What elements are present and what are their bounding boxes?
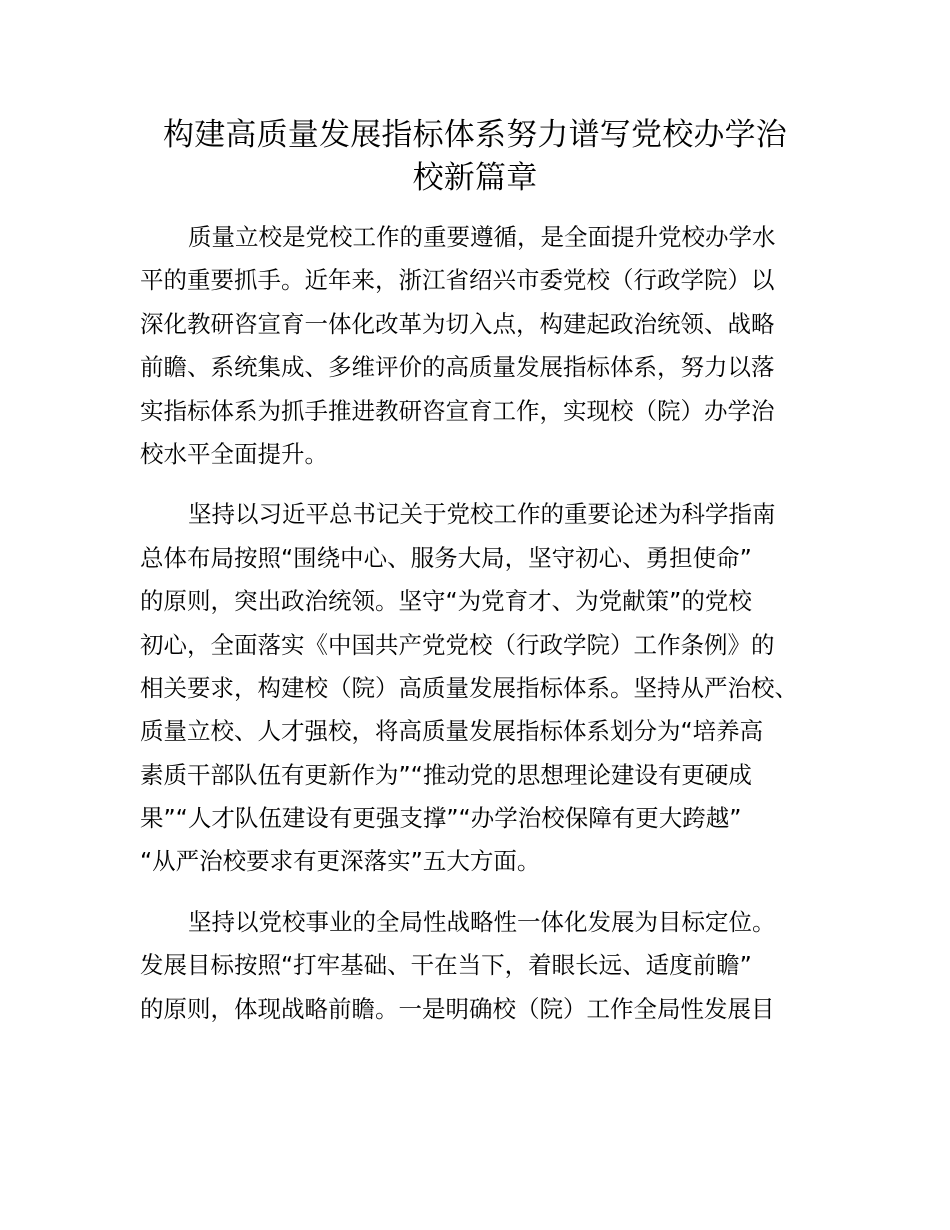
- text-line: 发展目标按照“打牢基础、干在当下，着眼长远、适度前瞻”: [140, 951, 752, 980]
- text-line: 总体布局按照“围绕中心、服务大局，坚守初心、勇担使命”: [140, 543, 752, 572]
- text-line: 坚持以党校事业的全局性战略性一体化发展为目标定位。: [188, 907, 776, 936]
- text-line: 素质干部队伍有更新作为”“推动党的思想理论建设有更硬成: [140, 760, 752, 789]
- text-line: 初心，全面落实《中国共产党党校（行政学院）工作条例》的: [140, 630, 775, 659]
- title-line: 构建高质量发展指标体系努力谱写党校办学治: [163, 117, 787, 153]
- text-line: “从严治校要求有更深落实”五大方面。: [140, 847, 541, 876]
- text-line: 果”“人才队伍建设有更强支撑”“办学治校保障有更大跨越”: [140, 804, 742, 833]
- text-line: 实指标体系为抓手推进教研咨宣育工作，实现校（院）办学治: [140, 396, 775, 425]
- text-line: 校水平全面提升。: [140, 439, 328, 468]
- text-line: 相关要求，构建校（院）高质量发展指标体系。坚持从严治校、: [140, 673, 798, 702]
- text-line: 的原则，突出政治统领。坚守“为党育才、为党献策”的党校: [140, 587, 752, 616]
- document-body: [140, 216, 812, 1048]
- paragraph-1: [140, 216, 812, 476]
- text-line: 深化教研咨宣育一体化改革为切入点，构建起政治统领、战略: [140, 309, 775, 338]
- document-title: [140, 114, 810, 200]
- title-line: 校新篇章: [412, 160, 538, 196]
- paragraph-2: [140, 493, 812, 884]
- text-line: 的原则，体现战略前瞻。一是明确校（院）工作全局性发展目: [140, 994, 775, 1023]
- text-line: 质量立校是党校工作的重要遵循，是全面提升党校办学水: [188, 223, 776, 251]
- text-line: 坚持以习近平总书记关于党校工作的重要论述为科学指南: [188, 500, 776, 529]
- text-line: 质量立校、人才强校，将高质量发展指标体系划分为“培养高: [140, 717, 764, 746]
- paragraph-3: [140, 901, 812, 1031]
- text-line: 平的重要抓手。近年来，浙江省绍兴市委党校（行政学院）以: [140, 266, 775, 295]
- text-line: 前瞻、系统集成、多维评价的高质量发展指标体系，努力以落: [140, 353, 775, 382]
